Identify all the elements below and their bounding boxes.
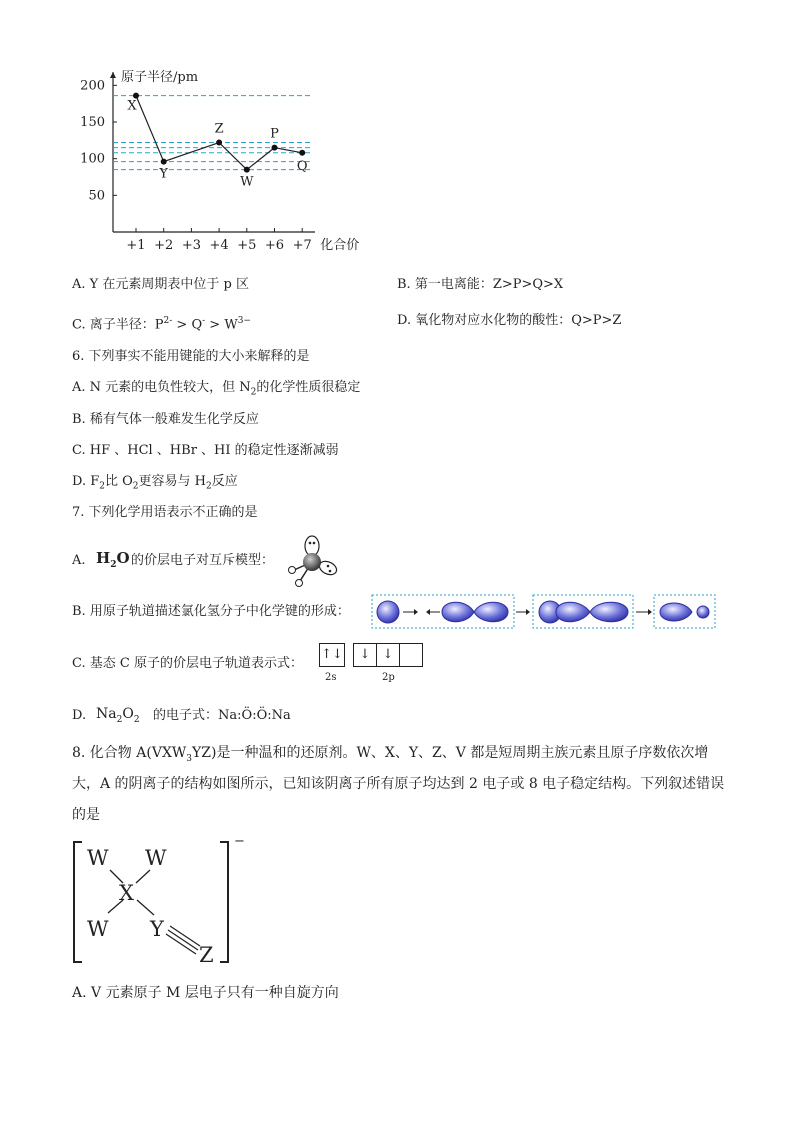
q5-option-b: B. 第一电离能：Z>P>Q>X [397, 277, 564, 292]
q6-option-d: D. $F_2$比 $O_2$更容易与 $H_2$反应 [72, 474, 238, 492]
orbital-cell-2p-1: ↓ [354, 644, 377, 666]
q8-stem-line1: 8. 化合物 $A(VXW_3YZ)$是一种温和的还原剂。W、X、Y、Z、V 都是短周期主族元素且原子序数依次增 [72, 745, 709, 764]
q5-option-c: C. 离子半径：$P^{2-} > Q^- > W^{3-}$ [72, 316, 251, 333]
orbital-label-2p: 2p [382, 672, 395, 683]
charge-sign: − [234, 834, 245, 849]
y-tick-label: 200 [80, 78, 105, 94]
point-label: Q [296, 158, 308, 174]
atom-w-2: W [145, 846, 167, 870]
y-tick-label: 150 [80, 115, 105, 130]
orbital-cell-2p-2: ↓ [377, 644, 400, 666]
point-label: P [270, 126, 279, 142]
x-tick-label: +7 [292, 238, 312, 253]
orbital-overlap-diagram [370, 592, 720, 632]
atom-w-3: W [87, 917, 109, 941]
q7-option-d-text: 的电子式：Na:Ö:Ö:Na [153, 708, 291, 723]
q7-na2o2-formula: $Na_2O_2$ [96, 706, 140, 725]
orbital-cell-2s: ↑↓ [321, 647, 343, 662]
point-label: Y [159, 166, 168, 182]
orbital-label-2s: 2s [325, 672, 337, 683]
q8-stem-line3: 的是 [72, 807, 100, 823]
data-point [161, 159, 167, 165]
q6-option-a: A. N 元素的电负性较大，但 $N_2$的化学性质很稳定 [72, 380, 361, 398]
y-axis-arrow [110, 72, 116, 78]
atom-z: Z [199, 943, 214, 967]
x-tick-label: +4 [209, 238, 229, 253]
orbital-box-2s [319, 643, 345, 667]
x-tick-label: +2 [154, 238, 174, 253]
q7-option-b-text: B. 用原子轨道描述氯化氢分子中化学键的形成： [72, 604, 350, 619]
q7-stem: 7. 下列化学用语表示不正确的是 [72, 505, 258, 520]
data-point [299, 150, 305, 156]
q7-h2o-formula: $H_2O$ [96, 549, 130, 570]
q7-option-c-text: C. 基态 C 原子的价层电子轨道表示式： [72, 656, 303, 671]
q7-option-a-label: A. [72, 553, 86, 568]
atom-w-1: W [87, 846, 109, 870]
y-axis-label: 原子半径/pm [121, 70, 199, 85]
q7-option-d-label: D. [72, 708, 87, 723]
x-axis-label: 化合价 [320, 238, 360, 253]
q6-option-b: B. 稀有气体一般难发生化学反应 [72, 412, 259, 427]
point-label: X [127, 98, 137, 114]
q8-option-a: A. V 元素原子 M 层电子只有一种自旋方向 [72, 985, 339, 1001]
data-point [216, 140, 222, 146]
y-tick-label: 100 [80, 151, 105, 167]
x-tick-label: +6 [264, 238, 285, 253]
q6-stem: 6. 下列事实不能用键能的大小来解释的是 [72, 349, 310, 364]
orbital-cell-2p-3 [400, 644, 422, 666]
atom-x: X [119, 881, 134, 905]
x-tick-label: +1 [126, 238, 146, 253]
atomic-radius-chart [0, 0, 794, 270]
q5-option-a: A. Y 在元素周期表中位于 p 区 [72, 277, 249, 292]
x-tick-label: +5 [237, 238, 257, 253]
q7-option-a-text: 的价层电子对互斥模型： [131, 553, 275, 568]
atom-y: Y [150, 917, 164, 941]
orbital-box-2p [353, 643, 423, 667]
q8-stem-line2: 大，A 的阴离子的结构如图所示，已知该阴离子所有原子均达到 2 电子或 8 电子稳定结构。下列叙述错误 [72, 776, 725, 792]
y-tick-label: 50 [88, 188, 105, 204]
data-point [272, 145, 278, 151]
q6-option-c: C. HF 、HCl 、HBr 、HI 的稳定性逐渐减弱 [72, 443, 339, 458]
x-tick-label: +3 [181, 238, 201, 253]
data-point [244, 167, 250, 173]
vsepr-model-image [282, 534, 342, 594]
point-label: Z [214, 121, 224, 137]
q5-option-d: D. 氧化物对应水化物的酸性：Q>P>Z [397, 313, 622, 328]
point-label: W [240, 174, 254, 190]
